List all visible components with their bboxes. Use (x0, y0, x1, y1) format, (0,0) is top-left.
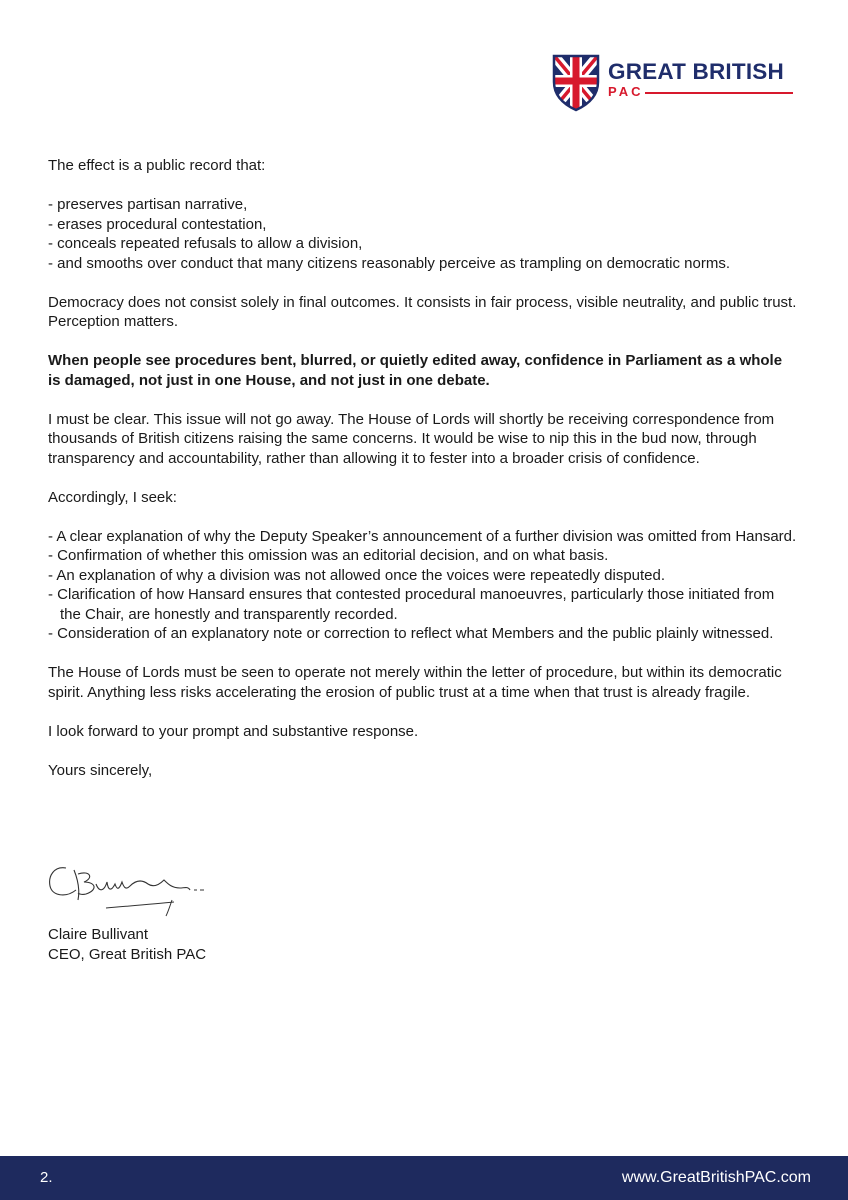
organization-logo (551, 52, 801, 114)
signatory-name: Claire Bullivant (48, 926, 149, 943)
letter-body (48, 156, 798, 800)
signatory-title: CEO, Great British PAC (48, 945, 207, 963)
forward-paragraph: I look forward to your prompt and substantive response. (48, 722, 419, 740)
handwritten-signature (44, 860, 214, 918)
list-item: - An explanation of why a division was not allowed once the voices were repeatedly disputed. (48, 566, 666, 584)
effects-list (48, 195, 798, 273)
page-footer (0, 1156, 848, 1200)
list-item: - Clarification of how Hansard ensures that contested procedural manoeuvres, particularly those initiated from the Chair, are honestly and transparently recorded. (48, 586, 775, 623)
page-number: 2. (40, 1169, 53, 1186)
list-item: - Consideration of an explanatory note or correction to reflect what Members and the public plainly witnessed. (48, 625, 774, 642)
closing-salutation: Yours sincerely, (48, 761, 153, 779)
website-link[interactable]: www.GreatBritishPAC.com (621, 1169, 811, 1186)
logo-subtitle: PAC (608, 84, 644, 99)
signatory-block (48, 925, 206, 964)
logo-divider (645, 92, 793, 94)
list-item: - Confirmation of whether this omission was an editorial decision, and on what basis. (48, 547, 609, 564)
list-item: - erases procedural contestation, (48, 215, 267, 233)
clarity-paragraph: I must be clear. This issue will not go away. The House of Lords will shortly be receiving correspondence from thousands of British citizens raising the same concerns. It would be wise to nip this in the bud now, through transparency and accountability, rather than allowing it to fester into a broader crisis of confidence. (48, 410, 775, 467)
list-item: - conceals repeated refusals to allow a division, (48, 235, 363, 252)
requests-list (48, 527, 798, 644)
list-item: - A clear explanation of why the Deputy Speaker’s announcement of a further division was omitted from Hansard. (48, 527, 797, 545)
union-jack-shield-icon (551, 52, 601, 112)
list-item: - preserves partisan narrative, (48, 196, 248, 213)
lords-paragraph: The House of Lords must be seen to operate not merely within the letter of procedure, but within its democratic spirit. Anything less risks accelerating the erosion of public trust at a time when that trust is already fragile. (48, 664, 782, 701)
intro-paragraph: The effect is a public record that: (48, 157, 266, 174)
list-item: - and smooths over conduct that many citizens reasonably perceive as trampling on democratic norms. (48, 254, 730, 272)
democracy-paragraph: Democracy does not consist solely in final outcomes. It consists in fair process, visible neutrality, and public trust. Perception matters. (48, 293, 797, 330)
emphasis-paragraph: When people see procedures bent, blurred, or quietly edited away, confidence in Parliament as a whole is damaged, not just in one House, and not just in one debate. (48, 352, 783, 389)
seek-intro-paragraph: Accordingly, I seek: (48, 488, 177, 506)
logo-title: GREAT BRITISH (608, 59, 784, 84)
